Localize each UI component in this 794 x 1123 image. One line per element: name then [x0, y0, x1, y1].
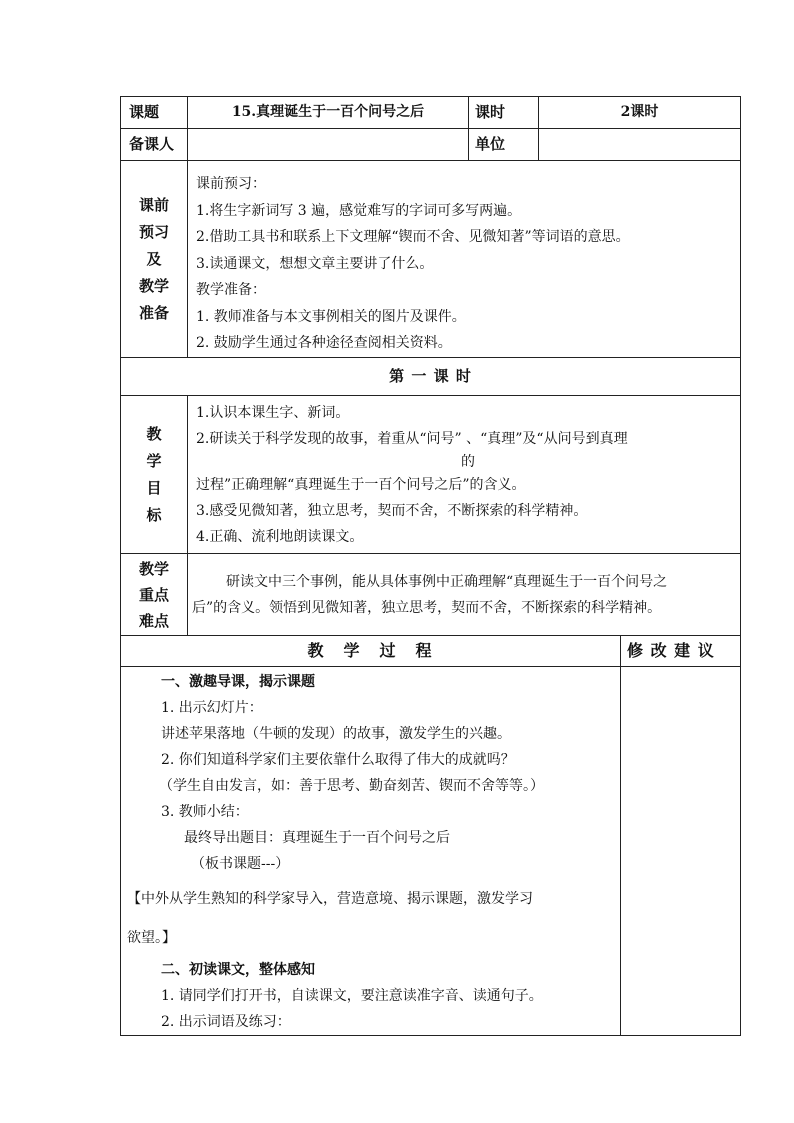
goals-content — [188, 396, 741, 554]
prep-label — [121, 161, 188, 358]
process-text: （学生自由发言，如：善于思考、勤奋刻苦、锲而不舍等等。） — [159, 778, 544, 794]
period-title: 第 一 课 时 — [121, 358, 741, 396]
prep-label-line: 课前 — [138, 195, 169, 214]
process-content — [121, 667, 621, 1036]
goal-line: 1.认识本课生字、新词。 — [196, 404, 350, 421]
prep-line: 教学准备： — [196, 282, 266, 298]
process-step: 1. 出示幻灯片： — [161, 700, 263, 716]
goal-line: 过程”正确理解“真理诞生于一百个问号之后”的含义。 — [196, 476, 526, 493]
process-text: 讲述苹果落地（牛顿的发现）的故事，激发学生的兴趣。 — [161, 726, 511, 742]
goals-label-line: 教 — [146, 424, 162, 443]
preparer-label: 备课人 — [121, 129, 188, 161]
process-step: 2. 你们知道科学家们主要依靠什么取得了伟大的成就吗？ — [161, 752, 515, 768]
process-table — [120, 635, 741, 1036]
suggestion-column[interactable] — [621, 667, 741, 1036]
period-label: 课时 — [469, 97, 539, 129]
lesson-title: 15.真理诞生于一百个问号之后 — [188, 97, 469, 129]
process-text: 最终导出题目：真理诞生于一百个问号之后 — [184, 830, 450, 846]
goals-label-line: 目 — [146, 478, 162, 497]
prep-line: 1. 教师准备与本文事例相关的图片及课件。 — [196, 308, 466, 325]
section-title: 一、激趣导课，揭示课题 — [161, 674, 315, 690]
period-value: 2课时 — [539, 97, 741, 129]
keypoints-content — [188, 554, 741, 636]
goal-line: 的 — [461, 453, 475, 470]
process-note: （板书课题---） — [191, 856, 290, 872]
goals-label — [121, 396, 188, 554]
unit-label: 单位 — [469, 129, 539, 161]
design-note: 欲望。】 — [127, 930, 176, 946]
suggestion-heading: 修 改 建 议 — [621, 636, 741, 667]
keypoints-label-line: 教学 — [138, 559, 169, 578]
prep-line: 课前预习： — [196, 176, 266, 192]
section-title: 二、初读课文，整体感知 — [161, 962, 315, 978]
keypoints-label — [121, 554, 188, 636]
lesson-label: 课题 — [121, 97, 188, 129]
header-table — [120, 96, 741, 161]
goal-line: 4.正确、流利地朗读课文。 — [196, 528, 364, 545]
goal-line: 3.感受见微知著，独立思考，契而不舍，不断探索的科学精神。 — [196, 502, 588, 519]
unit-value[interactable] — [539, 129, 741, 161]
keypoints-label-line: 重点 — [138, 585, 169, 604]
prep-line: 2. 鼓励学生通过各种途径查阅相关资料。 — [196, 335, 452, 351]
process-heading: 教 学 过 程 — [121, 636, 621, 667]
preparer-value[interactable] — [188, 129, 469, 161]
goals-label-line: 标 — [146, 505, 162, 524]
process-step: 2. 出示词语及练习： — [161, 1014, 291, 1030]
prep-line: 2.借助工具书和联系上下文理解“锲而不舍、见微知著”等词语的意思。 — [196, 229, 630, 245]
prep-content — [188, 161, 741, 358]
prep-label-line: 教学 — [138, 276, 169, 295]
prep-line: 1.将生字新词写 3 遍，感觉难写的字词可多写两遍。 — [196, 202, 522, 219]
prep-label-line: 预习 — [138, 222, 169, 241]
keypoint-line: 后”的含义。领悟到见微知著，独立思考，契而不舍，不断探索的科学精神。 — [192, 599, 662, 616]
prep-line: 3.读通课文，想想文章主要讲了什么。 — [196, 255, 434, 272]
prep-label-line: 准备 — [138, 303, 169, 322]
content-table — [120, 160, 741, 636]
keypoint-line: 研读文中三个事例，能从具体事例中正确理解“真理诞生于一百个问号之 — [226, 573, 668, 590]
design-note: 【中外从学生熟知的科学家导入，营造意境、揭示课题，激发学习 — [127, 891, 533, 907]
process-step: 1. 请同学们打开书，自读课文，要注意读准字音、读通句子。 — [161, 988, 543, 1004]
keypoints-label-line: 难点 — [138, 611, 169, 630]
goal-line: 2.研读关于科学发现的故事，着重从“问号” 、“真理”及“从问号到真理 — [196, 430, 628, 447]
prep-label-line: 及 — [146, 249, 162, 268]
process-step: 3. 教师小结： — [161, 804, 249, 820]
goals-label-line: 学 — [146, 451, 162, 470]
